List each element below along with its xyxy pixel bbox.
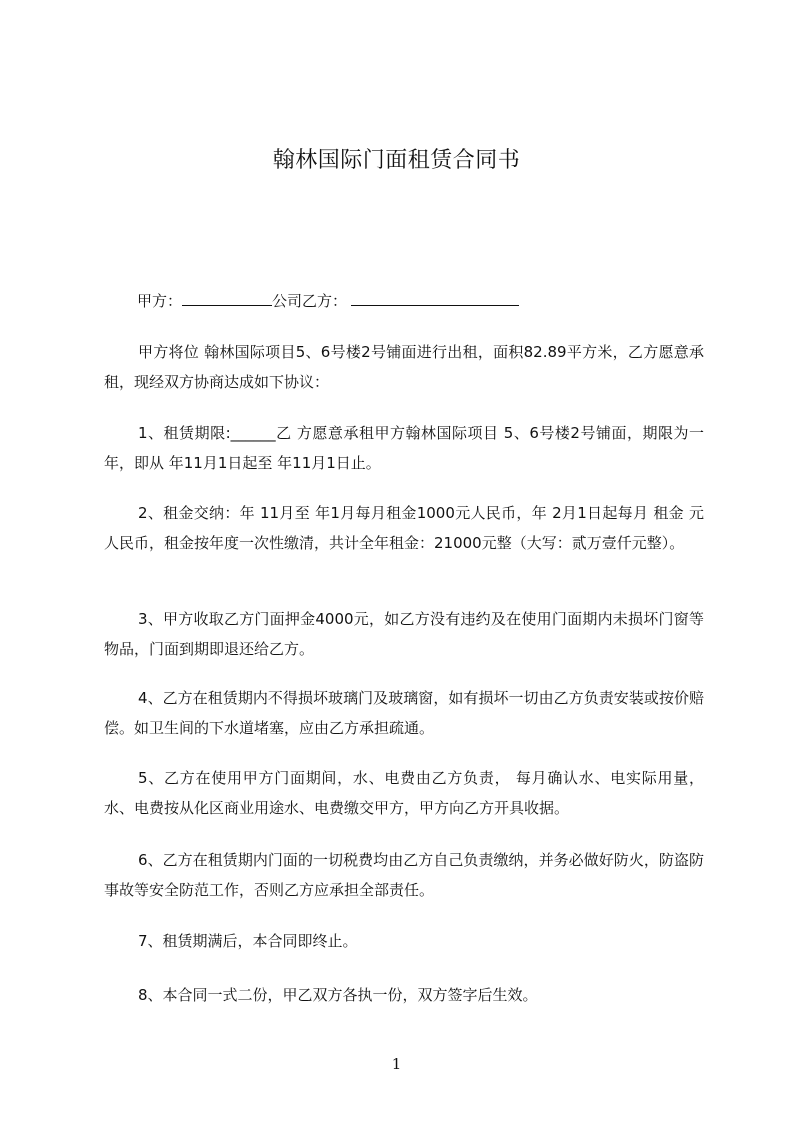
clause-7-termination: 7、租赁期满后，本合同即终止。 (138, 932, 358, 950)
clause-6-taxes-safety: 6、乙方在租赁期内门面的一切税费均由乙方自己负责缴纳，并务必做好防火，防盗防事故等安全防范工作，否则乙方应承担全部责任。 (104, 851, 704, 899)
party-a-label: 甲方： (137, 292, 183, 310)
clause-8-copies: 8、本合同一式二份，甲乙双方各执一份，双方签字后生效。 (138, 986, 538, 1004)
document-title: 翰林国际门面租赁合同书 (272, 148, 521, 173)
parties-line (137, 290, 519, 311)
clause-2-rent-payment: 2、租金交纳：年 11月至 年1月每月租金1000元人民币，年 2月1日起每月 租金 元人民币，租金按年度一次性缴清，共计全年租金：21000元整（大写：贰万壹仟元整）。 (104, 504, 704, 552)
intro-paragraph: 甲方将位 翰林国际项目5、6号楼2号铺面进行出租，面积82.89平方米，乙方愿意承租，现经双方协商达成如下协议： (104, 343, 704, 391)
clause-3-deposit: 3、甲方收取乙方门面押金4000元，如乙方没有违约及在使用门面期内未损坏门窗等物品，门面到期即退还给乙方。 (104, 610, 704, 658)
clause-4-damage: 4、乙方在租赁期内不得损坏玻璃门及玻璃窗，如有损坏一切由乙方负责安装或按价赔偿。如卫生间的下水道堵塞，应由乙方承担疏通。 (104, 689, 704, 737)
clause-1-lease-term: 1、租赁期限:______乙 方愿意承租甲方翰林国际项目 5、6号楼2号铺面，期限为一年，即从 年11月1日起至 年11月1日止。 (104, 424, 704, 472)
page-number: 1 (391, 1055, 402, 1073)
party-a-suffix: 公司乙方： (272, 292, 348, 310)
clause-5-utilities: 5、乙方在使用甲方门面期间，水、电费由乙方负责， 每月确认水、电实际用量，水、电费按从化区商业用途水、电费缴交甲方，甲方向乙方开具收据。 (104, 769, 704, 817)
party-b-blank (351, 291, 519, 306)
party-a-blank (182, 291, 272, 306)
